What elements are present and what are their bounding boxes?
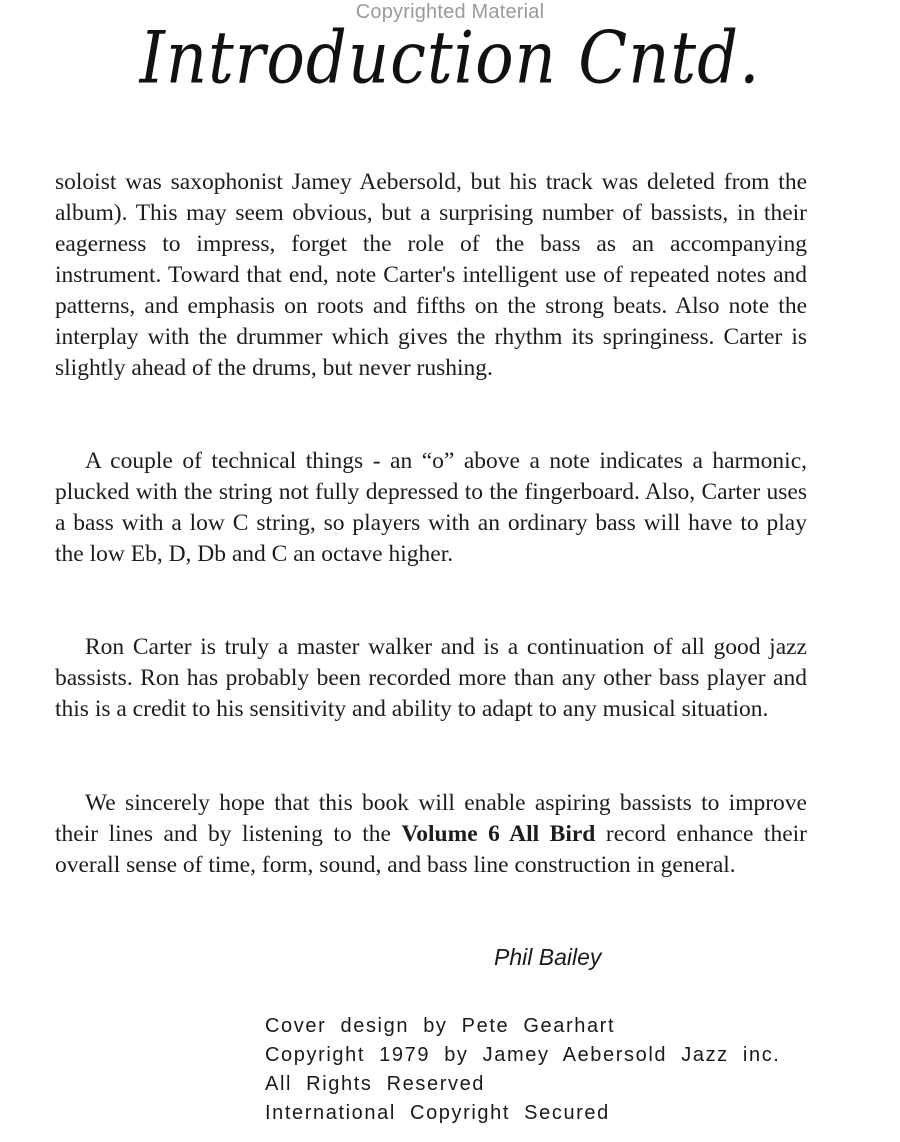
copyright-watermark: Copyrighted Material	[355, 1, 545, 23]
paragraph-4-end: record enhance their overall sense of time, form, sound, and bass line construction in general.	[55, 821, 807, 878]
paragraph-1	[55, 167, 807, 384]
credit-copyright: Copyright 1979 by Jamey Aebersold Jazz inc.	[265, 1044, 781, 1066]
credits-block	[265, 1012, 780, 1128]
record-title: Volume 6 All Bird	[401, 821, 596, 847]
paragraph-2-text: A couple of technical things - an “o” above a note indicates a harmonic, plucked with the string not fully depressed to the fingerboard. Also, Carter uses a bass with a low C string, so players with an ordinary bass will have to play the low Eb, D, Db and C an octave higher.	[55, 448, 807, 567]
paragraph-3	[55, 632, 807, 725]
credit-rights-reserved: All Rights Reserved	[265, 1073, 486, 1095]
page-title: Introduction Cntd.	[139, 17, 761, 101]
paragraph-4-text	[55, 788, 807, 881]
credit-cover-design: Cover design by Pete Gearhart	[265, 1015, 616, 1037]
paragraph-1-text: soloist was saxophonist Jamey Aebersold, but his track was deleted from the album). This may seem obvious, but a surprising number of bassists, in their eagerness to impress, forget the role of the bass as an accompanying instrument. Toward that end, note Carter's intelligent use of repeated notes and patterns, and emphasis on roots and fifths on the strong beats. Also note the interplay with the drummer which gives the rhythm its springiness. Carter is slightly ahead of the drums, but never rushing.	[55, 169, 807, 381]
paragraph-4-start: We sincerely hope that this book will enable aspiring bassists to improve their lines and by listening to the	[55, 790, 807, 847]
author-signature: Phil Bailey	[494, 944, 602, 970]
credit-international: International Copyright Secured	[265, 1102, 610, 1124]
paragraph-4	[55, 788, 807, 881]
paragraph-2	[55, 446, 807, 570]
paragraph-3-text: Ron Carter is truly a master walker and is a continuation of all good jazz bassists. Ron has probably been recorded more than any other bass player and this is a credit to his sensitivity and ability to adapt to any musical situation.	[55, 634, 807, 722]
